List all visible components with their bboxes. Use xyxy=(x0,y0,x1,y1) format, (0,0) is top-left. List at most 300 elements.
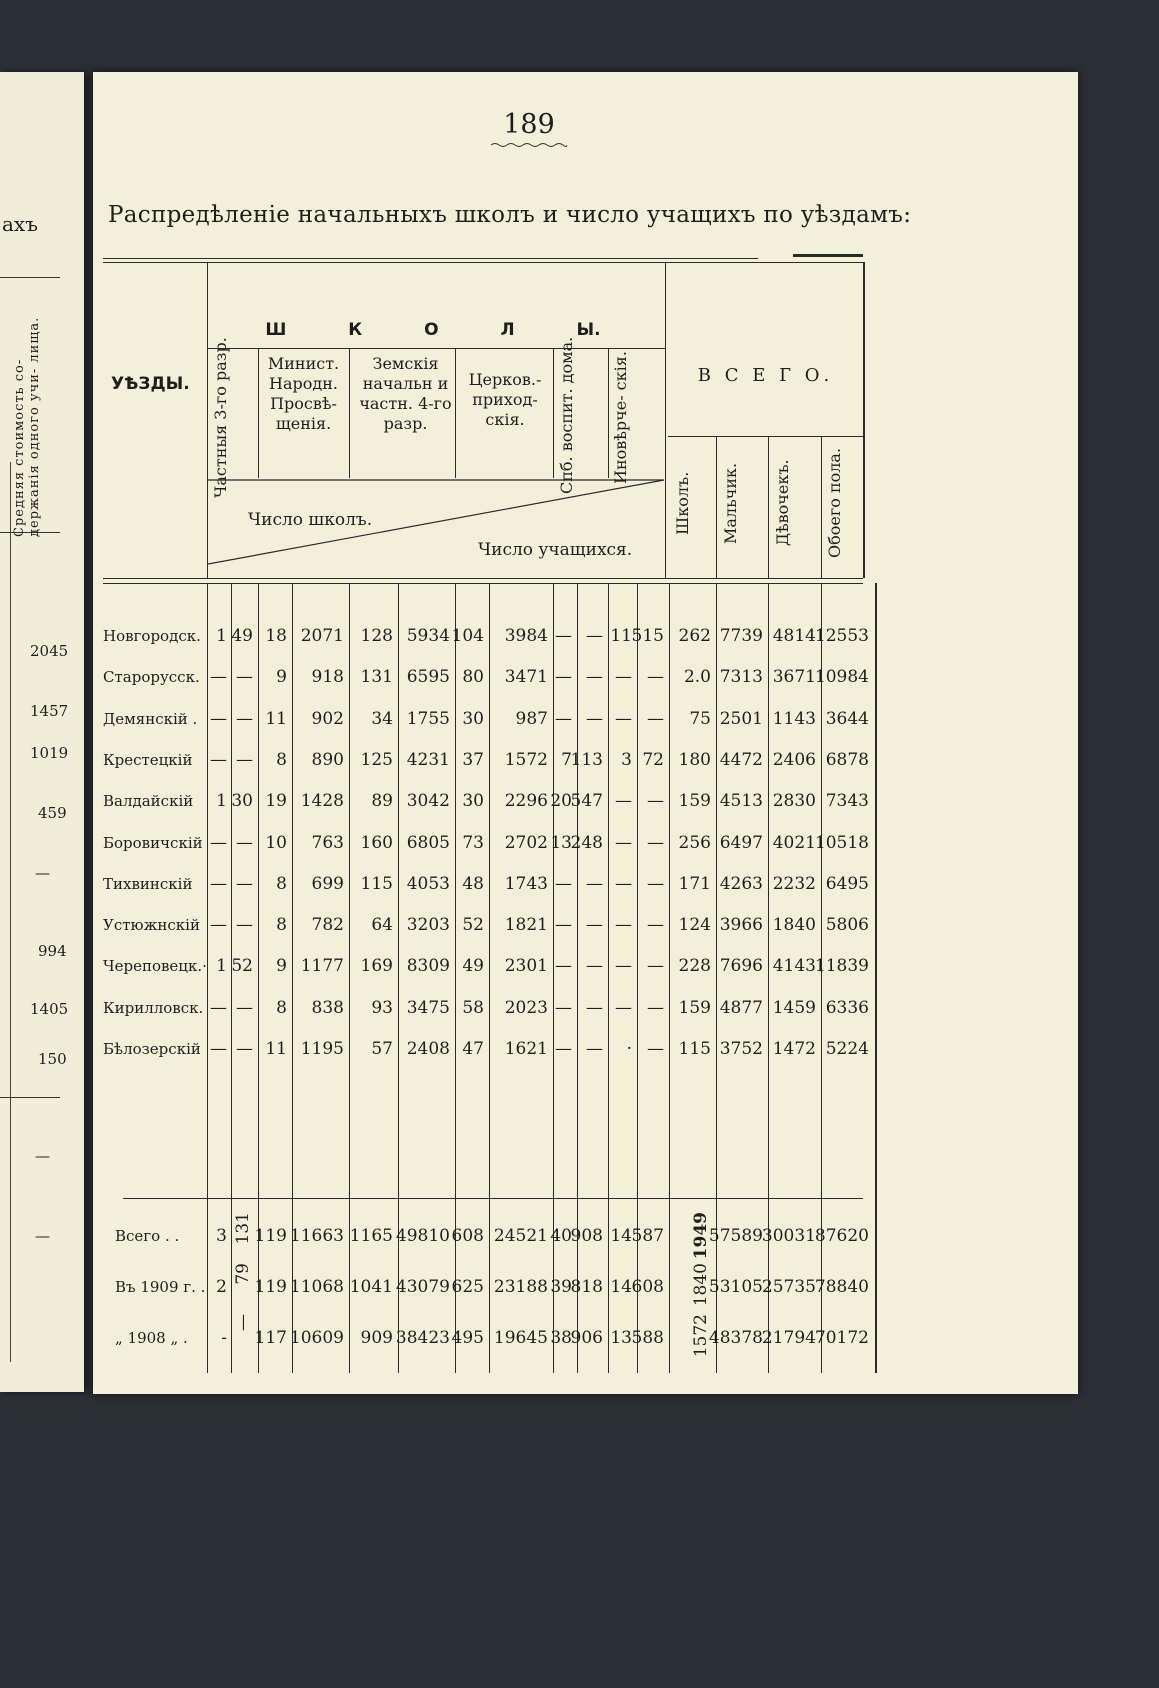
left-rule xyxy=(0,277,60,278)
col-line xyxy=(455,348,456,478)
table-cell: 1755 xyxy=(406,708,450,729)
table-cell: 3752 xyxy=(719,1039,763,1059)
table-cell: 987 xyxy=(515,708,548,729)
table-cell: — xyxy=(555,956,572,977)
table-cell: 124 xyxy=(678,915,711,936)
table-cell: 104 xyxy=(451,626,484,646)
total-cell: 10609 xyxy=(289,1328,344,1348)
table-cell: 30 xyxy=(462,791,484,812)
table-cell: — xyxy=(236,749,253,770)
col-line xyxy=(207,262,208,578)
table-cell: — xyxy=(647,956,664,977)
table-cell: — xyxy=(586,1039,603,1059)
table-cell: — xyxy=(647,1039,664,1059)
total-cell: 14 xyxy=(610,1226,632,1246)
row-label: Кирилловск. xyxy=(103,998,204,1017)
total-cell: 588 xyxy=(631,1328,664,1348)
table-cell: — xyxy=(555,626,572,646)
table-cell: 30 xyxy=(231,791,253,812)
table-cell: — xyxy=(586,708,603,729)
header-bottom-rule xyxy=(103,583,863,584)
table-cell: 1459 xyxy=(772,997,816,1018)
total-cell: 2 xyxy=(216,1277,227,1297)
table-cell: 169 xyxy=(360,956,393,977)
row-label: Крестецкій xyxy=(103,750,193,769)
col-line xyxy=(768,583,769,1373)
total-cell: 43079 xyxy=(395,1277,450,1297)
col-line xyxy=(821,583,822,1373)
total-cell: 14 xyxy=(610,1277,632,1297)
table-cell: 228 xyxy=(678,956,711,977)
table-cell: — xyxy=(647,873,664,894)
table-cell: 8 xyxy=(276,915,287,936)
table-cell: — xyxy=(615,873,632,894)
table-cell: 93 xyxy=(371,997,393,1018)
total-row-label: Всего . . xyxy=(115,1227,180,1245)
total-cell: 21794 xyxy=(761,1328,816,1348)
table-cell: 2071 xyxy=(300,626,344,646)
table-cell: 6805 xyxy=(406,832,450,853)
header-vsego: В С Е Г О. xyxy=(697,365,834,386)
table-cell: 890 xyxy=(311,749,344,770)
left-value: 1019 xyxy=(30,744,69,762)
table-cell: 19 xyxy=(265,791,287,812)
col-line xyxy=(669,583,670,1373)
row-label: Валдайскій xyxy=(103,792,194,811)
table-cell: 2232 xyxy=(772,873,816,894)
total-cell: 13 xyxy=(610,1328,632,1348)
table-cell: 89 xyxy=(371,791,393,812)
table-cell: — xyxy=(210,1039,227,1059)
table-cell: 4513 xyxy=(719,791,763,812)
total-cell: 495 xyxy=(451,1328,484,1348)
table-cell: 7696 xyxy=(719,956,763,977)
col-line xyxy=(258,583,259,1373)
table-cell: — xyxy=(586,873,603,894)
total-cell: 78840 xyxy=(814,1277,869,1297)
table-cell: 4053 xyxy=(406,873,450,894)
header-vsego-girls: Дѣвочекъ. xyxy=(773,459,792,547)
left-page-fragment xyxy=(0,72,84,1392)
table-cell: 902 xyxy=(311,708,344,729)
table-cell: 6497 xyxy=(719,832,763,853)
table-cell: 48 xyxy=(462,873,484,894)
table-cell: 10984 xyxy=(814,667,869,688)
left-value: 1405 xyxy=(30,1000,69,1018)
total-cell: 79 xyxy=(233,1263,253,1285)
col-line xyxy=(292,583,293,1373)
table-cell: 3966 xyxy=(719,915,763,936)
table-cell: 20 xyxy=(550,791,572,812)
table-cell: 9 xyxy=(276,956,287,977)
table-cell: 262 xyxy=(678,626,711,646)
left-value: 2045 xyxy=(30,642,69,660)
header-vsego-both: Обоего пола. xyxy=(825,447,844,559)
total-cell: 1165 xyxy=(349,1226,393,1246)
header-col-ministry: Минист. Народн. Просвѣ- щенія. xyxy=(267,354,340,433)
table-cell: 2023 xyxy=(504,997,548,1018)
table-cell: 11 xyxy=(265,1039,287,1059)
table-cell: 10 xyxy=(265,832,287,853)
row-label: Бѣлозерскій xyxy=(103,1040,201,1058)
header-vsego-schools: Школъ. xyxy=(673,471,692,535)
total-cell: 1840 xyxy=(691,1263,711,1307)
table-cell: — xyxy=(555,997,572,1018)
left-rule xyxy=(0,532,60,533)
row-label: Демянскій . xyxy=(103,709,198,728)
header-uezdy: УѢЗДЫ. xyxy=(111,374,190,394)
table-cell: 18 xyxy=(265,626,287,646)
total-cell: 19645 xyxy=(493,1328,548,1348)
table-cell: 4814 xyxy=(772,626,816,646)
table-cell: 73 xyxy=(462,832,484,853)
table-cell: 10518 xyxy=(814,832,869,853)
table-cell: 3475 xyxy=(406,997,450,1018)
table-cell: 75 xyxy=(689,708,711,729)
table-cell: 3644 xyxy=(825,708,869,729)
total-cell: 608 xyxy=(451,1226,484,1246)
table-cell: 5224 xyxy=(825,1039,869,1059)
total-cell: 53105 xyxy=(708,1277,763,1297)
table-cell: 180 xyxy=(678,749,711,770)
total-cell: 23188 xyxy=(493,1277,548,1297)
table-cell: — xyxy=(615,708,632,729)
table-cell: 11839 xyxy=(814,956,869,977)
table-cell: — xyxy=(210,667,227,688)
col-line xyxy=(455,583,456,1373)
header-rule xyxy=(208,348,665,349)
table-cell: 4021 xyxy=(772,832,816,853)
table-cell: — xyxy=(236,915,253,936)
table-cell: 49 xyxy=(462,956,484,977)
total-cell: 30031 xyxy=(761,1226,816,1246)
table-cell: — xyxy=(210,915,227,936)
table-cell: 256 xyxy=(678,832,711,853)
table-cell: — xyxy=(586,667,603,688)
header-col-church: Церков.- приход- скія. xyxy=(468,370,542,429)
col-line xyxy=(716,436,717,578)
table-cell: — xyxy=(555,667,572,688)
table-cell: 125 xyxy=(360,749,393,770)
col-line xyxy=(608,348,609,478)
table-cell: 838 xyxy=(311,997,344,1018)
table-cell: 128 xyxy=(360,626,393,646)
row-label: Тихвинскій xyxy=(103,874,193,893)
table-cell: — xyxy=(555,873,572,894)
table-cell: 160 xyxy=(360,832,393,853)
table-cell: 3 xyxy=(621,749,632,770)
left-value: 459 xyxy=(38,804,67,822)
table-cell: 1621 xyxy=(504,1039,548,1059)
schools-table xyxy=(103,258,933,1378)
total-cell: 906 xyxy=(570,1328,603,1348)
table-cell: 4472 xyxy=(719,749,763,770)
top-rule xyxy=(793,254,863,257)
col-line xyxy=(349,348,350,478)
table-cell: — xyxy=(647,832,664,853)
total-cell: 608 xyxy=(631,1277,664,1297)
table-cell: 52 xyxy=(231,956,253,977)
top-rule xyxy=(103,258,758,259)
total-cell: 11663 xyxy=(289,1226,344,1246)
total-cell: 70172 xyxy=(814,1328,869,1348)
table-cell: 6336 xyxy=(825,997,869,1018)
table-cell: 1195 xyxy=(300,1039,344,1059)
col-line xyxy=(716,583,717,1373)
table-cell: — xyxy=(586,915,603,936)
table-cell: — xyxy=(236,832,253,853)
table-cell: 5934 xyxy=(406,626,450,646)
left-value: 150 xyxy=(38,1050,67,1068)
table-cell: 2702 xyxy=(504,832,548,853)
page-number: 189 xyxy=(503,109,555,140)
table-cell: — xyxy=(615,997,632,1018)
left-vline xyxy=(10,462,11,1362)
table-cell: — xyxy=(236,997,253,1018)
table-cell: — xyxy=(210,749,227,770)
total-cell: 909 xyxy=(360,1328,393,1348)
table-cell: 8 xyxy=(276,749,287,770)
table-cell: 1 xyxy=(216,791,227,812)
table-cell: 1 xyxy=(216,956,227,977)
table-cell: 4877 xyxy=(719,997,763,1018)
total-cell: 1572 xyxy=(691,1314,711,1358)
col-line xyxy=(258,348,259,478)
total-cell: 38 xyxy=(550,1328,572,1348)
table-cell: 1 xyxy=(216,626,227,646)
col-line xyxy=(665,262,666,578)
table-cell: 4263 xyxy=(719,873,763,894)
col-line xyxy=(349,583,350,1373)
table-cell: 8309 xyxy=(406,956,450,977)
table-cell: 30 xyxy=(462,708,484,729)
table-cell: 3671 xyxy=(772,667,816,688)
col-line xyxy=(207,583,208,1373)
table-cell: — xyxy=(586,997,603,1018)
total-cell: 48378 xyxy=(708,1328,763,1348)
col-line xyxy=(398,583,399,1373)
left-value: 1457 xyxy=(30,702,69,720)
table-cell: 159 xyxy=(678,791,711,812)
left-header-fragment: ахъ xyxy=(2,212,38,236)
table-cell: 37 xyxy=(462,749,484,770)
header-rule xyxy=(668,436,863,437)
table-cell: 1821 xyxy=(504,915,548,936)
total-cell: 1949 xyxy=(691,1212,711,1260)
col-line xyxy=(577,583,578,1373)
header-col-spb: Спб. воспит. дома. xyxy=(557,336,576,494)
left-column-header: Средняя стоимость со- держанія одного учи- лища. xyxy=(12,316,42,537)
header-col-foreign: Иновѣрче- скія. xyxy=(611,351,630,484)
table-cell: 115 xyxy=(360,873,393,894)
header-vsego-boys: Мальчик. xyxy=(721,462,740,544)
table-cell: 8 xyxy=(276,873,287,894)
totals-rule xyxy=(123,1198,863,1199)
col-line xyxy=(875,583,877,1373)
table-cell: 2296 xyxy=(504,791,548,812)
left-value: — xyxy=(35,864,50,882)
table-cell: 58 xyxy=(462,997,484,1018)
table-cell: 80 xyxy=(462,667,484,688)
table-cell: — xyxy=(615,956,632,977)
row-label: Устюжнскій xyxy=(103,916,200,935)
total-cell: 1041 xyxy=(349,1277,393,1297)
table-cell: 47 xyxy=(462,1039,484,1059)
header-col-zemstvo: Земскія начальн и частн. 4-го разр. xyxy=(359,354,452,433)
table-cell: 8 xyxy=(276,997,287,1018)
table-cell: 1177 xyxy=(300,956,344,977)
table-cell: — xyxy=(615,832,632,853)
table-cell: 4143 xyxy=(772,956,816,977)
table-cell: 782 xyxy=(311,915,344,936)
col-line xyxy=(821,436,822,578)
table-cell: 2.0 xyxy=(683,667,711,688)
table-cell: 1572 xyxy=(504,749,548,770)
table-cell: — xyxy=(555,708,572,729)
table-cell: 7 xyxy=(561,749,572,770)
total-cell: 49810 xyxy=(395,1226,450,1246)
left-value: — xyxy=(35,1227,50,1245)
total-cell: 818 xyxy=(570,1277,603,1297)
total-cell: 87620 xyxy=(814,1226,869,1246)
total-cell: 3 xyxy=(216,1226,227,1246)
table-cell: — xyxy=(647,708,664,729)
table-cell: 1143 xyxy=(772,708,816,729)
table-cell: 3203 xyxy=(406,915,450,936)
table-cell: 7313 xyxy=(719,667,763,688)
header-bottom-rule xyxy=(103,578,863,579)
total-cell: 39 xyxy=(550,1277,572,1297)
col-line xyxy=(863,262,865,578)
total-row-label: Въ 1909 г. . xyxy=(115,1278,206,1296)
header-diag-pupils: Число учащихся. xyxy=(478,540,633,560)
table-cell: — xyxy=(555,1039,572,1059)
total-cell: 57589 xyxy=(708,1226,763,1246)
total-cell: 40 xyxy=(550,1226,572,1246)
table-cell: 72 xyxy=(642,749,664,770)
page xyxy=(93,72,1078,1394)
header-col-private: Частныя 3-го разр. xyxy=(211,337,230,498)
table-cell: 3471 xyxy=(504,667,548,688)
table-cell: 3042 xyxy=(406,791,450,812)
table-cell: 34 xyxy=(371,708,393,729)
table-cell: 547 xyxy=(570,791,603,812)
left-value: — xyxy=(35,1147,50,1165)
table-cell: — xyxy=(236,667,253,688)
total-cell: 908 xyxy=(570,1226,603,1246)
table-cell: 2830 xyxy=(772,791,816,812)
table-cell: — xyxy=(647,997,664,1018)
table-cell: — xyxy=(647,667,664,688)
table-cell: 52 xyxy=(462,915,484,936)
page-number-ornament xyxy=(491,142,567,148)
table-cell: 248 xyxy=(570,832,603,853)
table-cell: — xyxy=(615,791,632,812)
table-cell: 49 xyxy=(231,626,253,646)
table-cell: — xyxy=(210,873,227,894)
table-cell: 515 xyxy=(631,626,664,646)
table-cell: 64 xyxy=(371,915,393,936)
table-cell: 1743 xyxy=(504,873,548,894)
table-cell: 115 xyxy=(678,1039,711,1059)
table-cell: — xyxy=(647,791,664,812)
table-cell: 2301 xyxy=(504,956,548,977)
total-cell: — xyxy=(233,1314,253,1331)
table-cell: 7739 xyxy=(719,626,763,646)
total-cell: 117 xyxy=(254,1328,287,1348)
table-cell: — xyxy=(586,626,603,646)
table-cell: — xyxy=(236,708,253,729)
col-line xyxy=(231,583,232,1373)
header-diag-schools: Число школъ. xyxy=(248,510,373,530)
total-cell: - xyxy=(221,1328,227,1348)
total-cell: 38423 xyxy=(395,1328,450,1348)
table-cell: 699 xyxy=(311,873,344,894)
table-cell: 1428 xyxy=(300,791,344,812)
table-cell: 6495 xyxy=(825,873,869,894)
table-cell: 1472 xyxy=(772,1039,816,1059)
table-cell: 13 xyxy=(550,832,572,853)
table-cell: — xyxy=(210,708,227,729)
table-cell: 7343 xyxy=(825,791,869,812)
left-rule xyxy=(0,1097,60,1098)
col-line xyxy=(768,436,769,578)
table-cell: 11 xyxy=(265,708,287,729)
col-line xyxy=(553,583,554,1373)
row-label: Старорусск. xyxy=(103,668,200,687)
table-cell: — xyxy=(210,832,227,853)
table-cell: 918 xyxy=(311,667,344,688)
header-shkoly: Ш К О Л Ы. xyxy=(265,320,601,340)
top-rule xyxy=(103,262,863,263)
table-cell: 113 xyxy=(570,749,603,770)
col-line xyxy=(608,583,609,1373)
table-cell: — xyxy=(647,915,664,936)
row-label: Череповецк.· xyxy=(103,957,207,976)
table-cell: — xyxy=(586,956,603,977)
left-value: 994 xyxy=(38,942,67,960)
table-cell: 3984 xyxy=(504,626,548,646)
table-cell: 2501 xyxy=(719,708,763,729)
table-cell: 171 xyxy=(678,873,711,894)
table-cell: 9 xyxy=(276,667,287,688)
table-cell: 11 xyxy=(610,626,632,646)
table-title: Распредѣленіе начальныхъ школъ и число учащихъ по уѣздамъ: xyxy=(108,202,912,228)
total-cell: 625 xyxy=(451,1277,484,1297)
table-cell: — xyxy=(210,997,227,1018)
table-cell: 12553 xyxy=(814,626,869,646)
table-cell: — xyxy=(236,873,253,894)
total-cell: 24521 xyxy=(493,1226,548,1246)
table-cell: 4231 xyxy=(406,749,450,770)
total-cell: 131 xyxy=(233,1212,253,1245)
table-cell: · xyxy=(626,1039,632,1059)
table-cell: 6595 xyxy=(406,667,450,688)
row-label: Новгородск. xyxy=(103,627,201,645)
table-cell: — xyxy=(555,915,572,936)
total-cell: 25735 xyxy=(761,1277,816,1297)
table-cell: 6878 xyxy=(825,749,869,770)
row-label: Боровичскій xyxy=(103,833,203,852)
total-cell: 587 xyxy=(631,1226,664,1246)
total-row-label: „ 1908 „ . xyxy=(115,1329,188,1347)
table-cell: 763 xyxy=(311,832,344,853)
table-cell: 2408 xyxy=(406,1039,450,1059)
table-cell: 159 xyxy=(678,997,711,1018)
table-cell: 131 xyxy=(360,667,393,688)
total-cell: 119 xyxy=(254,1277,287,1297)
total-cell: 11068 xyxy=(289,1277,344,1297)
